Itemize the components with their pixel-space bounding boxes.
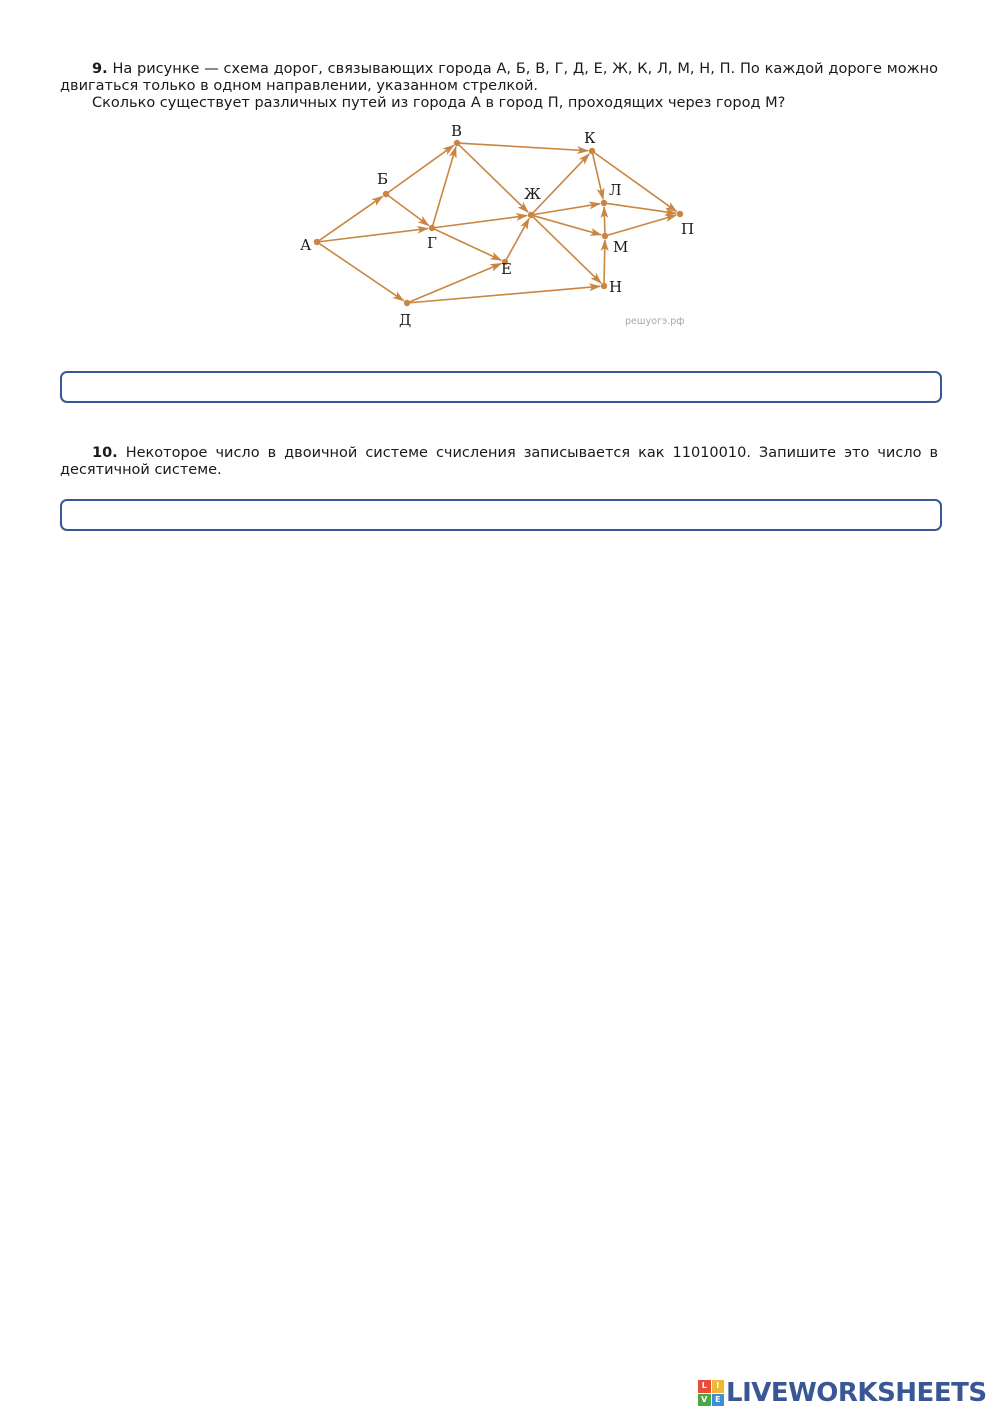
edge-Zh-L — [534, 204, 600, 215]
task-10-statement: Некоторое число в двоичной системе счисления записывается как 11010010. Запишите это число в десятичной системе. — [60, 445, 939, 478]
task-10-text — [60, 445, 938, 479]
task-10-number: 10. — [92, 445, 118, 461]
task-9 — [60, 61, 938, 112]
node-label-D: Д — [399, 311, 412, 329]
node-label-L: Л — [609, 181, 622, 199]
edge-B-G — [388, 196, 428, 226]
node-label-B: Б — [377, 170, 389, 188]
answer-10-input[interactable] — [60, 499, 942, 531]
edge-K-L — [593, 154, 603, 199]
node-K — [589, 148, 595, 154]
node-V — [454, 140, 460, 146]
node-G — [429, 225, 435, 231]
node-D — [404, 300, 410, 306]
node-label-M: М — [613, 238, 629, 256]
logo-letter-v: V — [698, 1394, 711, 1407]
node-N — [601, 283, 607, 289]
node-Zh — [528, 212, 534, 218]
edge-E-Zh — [506, 219, 529, 260]
node-label-P: П — [681, 220, 695, 238]
edge-M-P — [608, 215, 676, 235]
edge-M-L — [604, 207, 605, 233]
edge-V-K — [460, 143, 588, 151]
liveworksheets-logo — [698, 1377, 987, 1409]
edge-G-Zh — [435, 216, 527, 228]
edge-A-D — [319, 244, 403, 301]
graph-vertices — [314, 140, 683, 306]
node-label-Zh: Ж — [524, 185, 541, 203]
edge-A-B — [319, 196, 382, 240]
node-M — [602, 233, 608, 239]
node-label-E: Е — [501, 260, 512, 278]
edge-Zh-M — [534, 216, 601, 235]
edge-G-E — [435, 229, 502, 260]
road-graph — [295, 122, 715, 337]
task-9-text — [60, 61, 938, 95]
node-label-K: К — [584, 129, 596, 147]
edge-N-M — [604, 240, 605, 283]
graph-labels — [300, 122, 694, 329]
node-P — [677, 211, 683, 217]
node-label-V: В — [451, 122, 463, 140]
task-9-number: 9. — [92, 61, 108, 77]
edge-L-P — [607, 203, 676, 213]
logo-text: LIVEWORKSHEETS — [726, 1378, 987, 1408]
graph-edges — [319, 143, 676, 303]
logo-letter-e: E — [712, 1394, 725, 1407]
task-9-question: Сколько существует различных путей из города А в город П, проходящих через город М? — [92, 95, 786, 111]
node-L — [601, 200, 607, 206]
edge-D-N — [410, 286, 600, 302]
task-10 — [60, 445, 938, 479]
logo-letter-l: L — [698, 1380, 711, 1393]
node-label-N: Н — [609, 278, 623, 296]
edge-Zh-K — [533, 154, 589, 213]
logo-icon — [698, 1380, 724, 1406]
watermark-text: решуогэ.рф — [625, 316, 685, 327]
edge-Zh-N — [533, 217, 601, 283]
node-label-G: Г — [427, 234, 437, 252]
logo-letter-i: I — [712, 1380, 725, 1393]
node-A — [314, 239, 320, 245]
edge-V-Zh — [459, 145, 528, 212]
task-9-statement: На рисунке — схема дорог, связывающих города А, Б, В, Г, Д, Е, Ж, К, Л, М, Н, П. По каждой дороге можно двигаться только в одном направлении, указанном стрелкой. — [60, 61, 938, 94]
edge-A-G — [320, 228, 428, 241]
node-B — [383, 191, 389, 197]
node-label-A: А — [300, 236, 312, 254]
answer-9-input[interactable] — [60, 371, 942, 403]
